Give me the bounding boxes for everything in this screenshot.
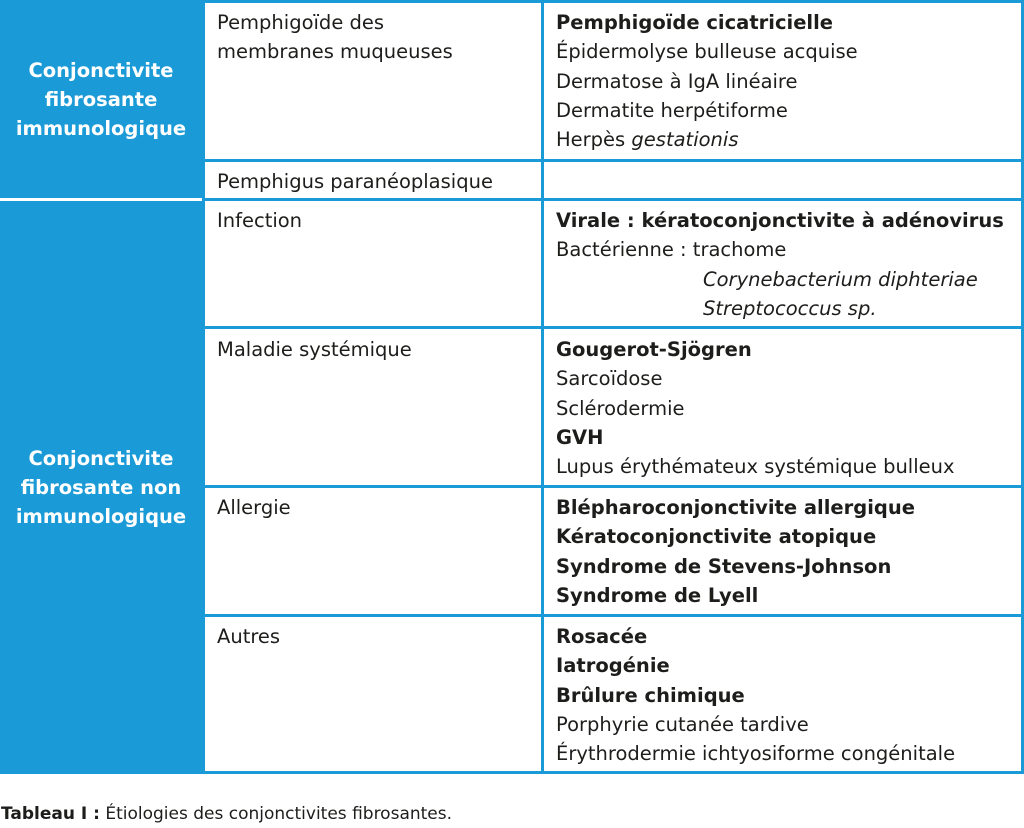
items-cell xyxy=(556,206,1004,323)
grid-line xyxy=(202,0,1024,3)
category-cell xyxy=(217,622,280,651)
item-text-part: Herpès xyxy=(556,128,632,152)
group-label-line: immunologique xyxy=(15,116,187,140)
item-text: Brûlure chimique xyxy=(556,683,745,707)
item-text: GVH xyxy=(556,425,604,449)
item-italic-part: gestationis xyxy=(631,128,739,152)
category-label: Pemphigoïde des xyxy=(217,11,385,34)
group-label-immunologique xyxy=(16,56,186,143)
category-label: Maladie systémique xyxy=(217,338,412,361)
category-label: Allergie xyxy=(217,496,291,519)
group-label-line: immunologique xyxy=(15,505,187,528)
item-text: Rosacée xyxy=(556,625,648,648)
item-text xyxy=(556,125,858,154)
group-label-line: Conjonctivite xyxy=(28,58,174,82)
item-text: Dermatite herpétiforme xyxy=(556,98,788,122)
item-text: Bactérienne : trachome xyxy=(556,238,787,262)
table-caption xyxy=(1,802,452,826)
group-label-line: Conjonctivite xyxy=(28,447,174,470)
group-immunologique xyxy=(0,0,202,198)
item-text: Épidermolyse bulleuse acquise xyxy=(556,40,858,64)
item-text: Porphyrie cutanée tardive xyxy=(556,712,809,736)
items-cell xyxy=(556,8,858,154)
items-cell xyxy=(556,493,915,610)
item-text: Sarcoïdose xyxy=(556,367,663,391)
item-text: Lupus érythémateux systémique bulleux xyxy=(556,455,955,479)
group-label-non-immunologique xyxy=(16,444,186,531)
grid-line xyxy=(202,159,1024,162)
item-text: Érythrodermie ichtyosiforme congénitale xyxy=(556,742,956,766)
grid-line xyxy=(202,614,1024,617)
item-text: Corynebacterium diphteriae xyxy=(703,267,978,291)
item-text: Streptococcus sp. xyxy=(703,296,877,320)
items-cell xyxy=(556,622,955,768)
item-text: Blépharoconjonctivite allergique xyxy=(556,496,915,519)
grid-line xyxy=(202,485,1024,488)
group-label-line: fibrosante xyxy=(44,87,158,111)
item-text: Kératoconjonctivite atopique xyxy=(556,525,877,549)
category-label: Infection xyxy=(217,209,303,232)
grid-line xyxy=(202,771,1024,774)
item-text: Virale : kératoconjonctivite à adénovirus xyxy=(556,209,1004,232)
item-text: Pemphigoïde cicatricielle xyxy=(556,11,834,34)
grid-line xyxy=(202,198,1024,201)
category-cell xyxy=(217,206,302,235)
category-cell xyxy=(217,493,291,522)
items-cell xyxy=(556,335,955,481)
item-text: Dermatose à IgA linéaire xyxy=(556,69,798,93)
category-cell xyxy=(217,167,493,196)
grid-line xyxy=(541,0,544,774)
item-text: Syndrome de Stevens-Johnson xyxy=(556,554,892,578)
group-label-line: fibrosante non xyxy=(20,476,182,499)
caption-prefix: Tableau I : xyxy=(1,804,100,824)
category-cell xyxy=(217,335,412,364)
item-text: Syndrome de Lyell xyxy=(556,583,759,607)
category-label: Autres xyxy=(217,625,281,648)
group-non-immunologique xyxy=(0,201,202,774)
category-cell xyxy=(217,8,453,67)
item-text: Sclérodermie xyxy=(556,396,685,420)
item-text: Iatrogénie xyxy=(556,654,670,678)
caption-text: Étiologies des conjonctivites fibrosantes. xyxy=(99,804,453,824)
category-label: membranes muqueuses xyxy=(217,40,453,64)
item-text: Gougerot-Sjögren xyxy=(556,338,752,361)
grid-line xyxy=(202,0,205,774)
category-label: Pemphigus paranéoplasique xyxy=(217,170,493,193)
grid-line xyxy=(202,326,1024,329)
